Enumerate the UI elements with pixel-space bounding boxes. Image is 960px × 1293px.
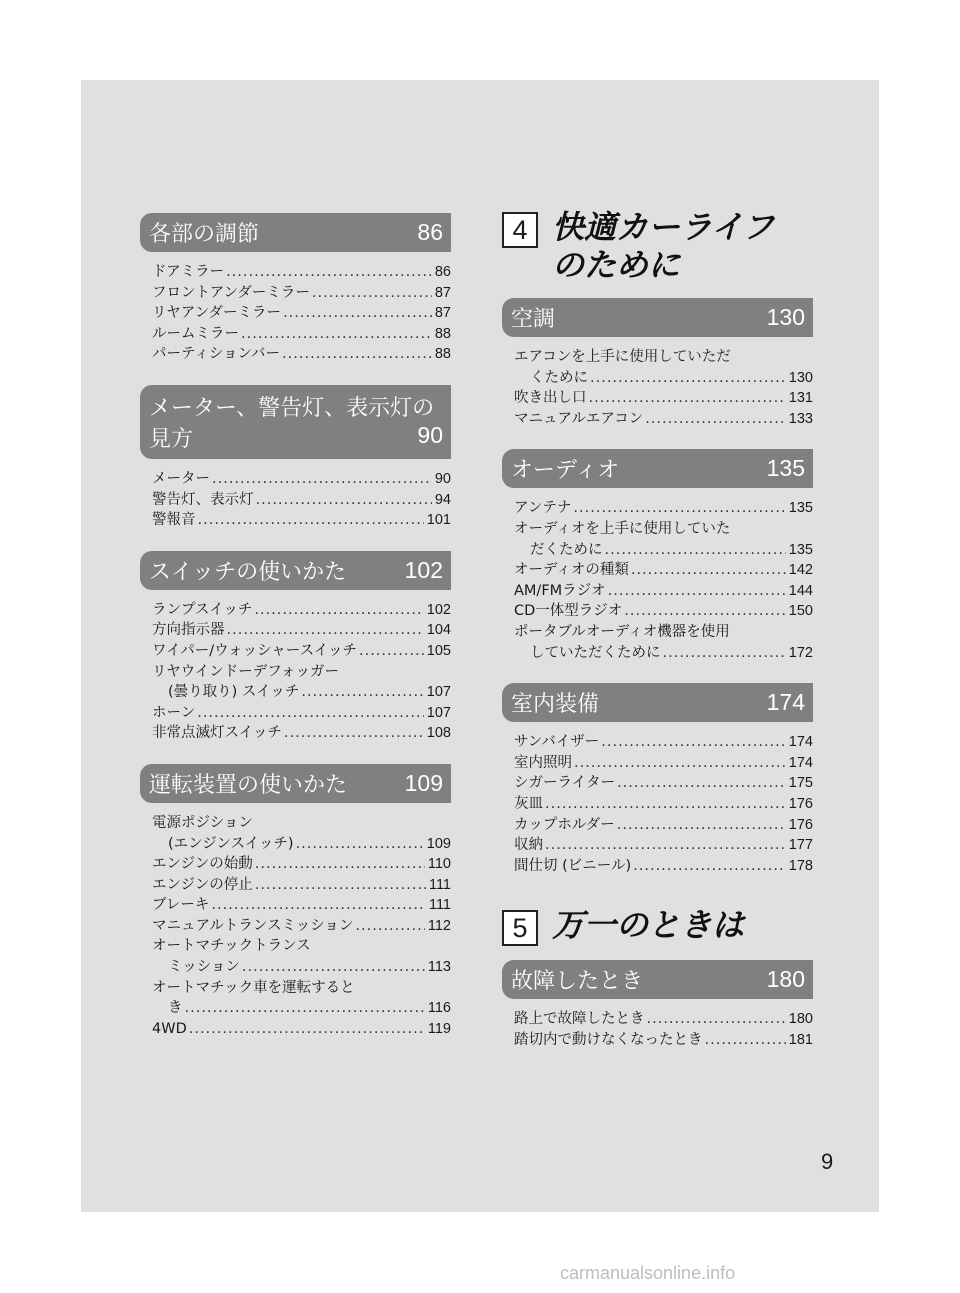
entry-page: 180 xyxy=(788,1011,813,1028)
toc-entry[interactable] xyxy=(152,682,451,703)
section-page: 135 xyxy=(766,455,805,482)
entry-page: 88 xyxy=(434,325,451,342)
toc-entry[interactable] xyxy=(514,753,813,774)
entry-label: エンジンの始動 xyxy=(152,856,253,873)
chapter-title: 万一のときは xyxy=(552,906,745,945)
toc-entry-heading[interactable] xyxy=(514,622,813,643)
entry-page: 144 xyxy=(788,582,813,599)
toc-entry[interactable] xyxy=(152,1019,451,1040)
toc-entry[interactable] xyxy=(152,895,451,916)
entry-page: 174 xyxy=(788,734,813,751)
entry-label: 収納 xyxy=(514,837,543,854)
entry-page: 94 xyxy=(434,491,451,508)
toc-entry[interactable] xyxy=(152,469,451,490)
entry-label: 電源ポジション xyxy=(152,814,253,831)
entry-label: シガーライター xyxy=(514,775,616,792)
section-entries xyxy=(502,1009,813,1050)
entry-page: 104 xyxy=(426,622,451,639)
section-title: 室内装備 xyxy=(511,692,600,718)
chapter-heading xyxy=(502,906,813,946)
entry-label: ブレーキ xyxy=(152,897,210,914)
section-title: オーディオ xyxy=(511,458,620,484)
entry-page: 172 xyxy=(788,644,813,661)
entry-label: メーター xyxy=(152,470,210,487)
section-page: 174 xyxy=(766,689,805,716)
entry-label: 警報音 xyxy=(152,512,196,529)
toc-entry[interactable] xyxy=(152,262,451,283)
left-column xyxy=(140,213,451,1059)
section-header xyxy=(502,960,813,999)
section-header xyxy=(502,449,813,488)
toc-entry[interactable] xyxy=(152,998,451,1019)
entry-label: アンテナ xyxy=(514,500,572,517)
entry-label: サンバイザー xyxy=(514,734,600,751)
section-title: 故障したとき xyxy=(511,969,644,995)
entry-page: 176 xyxy=(788,795,813,812)
toc-entry[interactable] xyxy=(514,815,813,836)
section-header xyxy=(140,764,451,803)
entry-label: 4WD xyxy=(152,1020,187,1037)
entry-label: エンジンの停止 xyxy=(152,876,253,893)
section-header xyxy=(502,683,813,722)
chapter-heading xyxy=(502,208,813,284)
section-entries xyxy=(502,732,813,876)
section-header xyxy=(140,551,451,590)
entry-page: 88 xyxy=(434,346,451,363)
entry-label: ルームミラー xyxy=(152,325,239,342)
entry-label: ホーン xyxy=(152,704,196,721)
entry-label: 室内照明 xyxy=(514,754,572,771)
entry-label: くために xyxy=(530,369,588,386)
entry-label: ワイパー/ウォッシャースイッチ xyxy=(152,642,357,659)
section-page: 130 xyxy=(766,304,805,330)
section-page: 86 xyxy=(417,219,443,245)
entry-label: (曇り取り) スイッチ xyxy=(168,684,300,701)
toc-entry-heading[interactable] xyxy=(152,936,451,957)
entry-label: 灰皿 xyxy=(514,795,543,812)
toc-entry[interactable] xyxy=(514,1030,813,1051)
toc-entry[interactable] xyxy=(152,957,451,978)
toc-entry[interactable] xyxy=(152,600,451,621)
section-page: 90 xyxy=(417,421,443,448)
toc-entry[interactable] xyxy=(152,703,451,724)
entry-page: 181 xyxy=(788,1031,813,1048)
section-title-line2: 見方 xyxy=(149,426,194,452)
toc-entry[interactable] xyxy=(152,324,451,345)
entry-label: き xyxy=(168,1000,183,1017)
entry-label: マニュアルトランスミッション xyxy=(152,917,354,934)
section-title-line1: メーター、警告灯、表示灯の xyxy=(149,395,435,421)
section-entries xyxy=(140,262,451,365)
section-entries xyxy=(140,813,451,1040)
toc-entry[interactable] xyxy=(152,490,451,511)
entry-page: 116 xyxy=(427,1000,451,1017)
toc-entry[interactable] xyxy=(152,723,451,744)
entry-label: リヤウインドーデフォッガー xyxy=(152,663,340,680)
entry-label: マニュアルエアコン xyxy=(514,410,644,427)
entry-label: 方向指示器 xyxy=(152,622,225,639)
entry-page: 178 xyxy=(788,857,813,874)
entry-label: ポータブルオーディオ機器を使用 xyxy=(514,623,730,640)
entry-page: 112 xyxy=(427,917,451,934)
entry-label: カップホルダー xyxy=(514,816,615,833)
toc-entry[interactable] xyxy=(514,368,813,389)
entry-label: 踏切内で動けなくなったとき xyxy=(514,1031,703,1048)
entry-page: 107 xyxy=(426,704,451,721)
entry-label: 路上で故障したとき xyxy=(514,1011,645,1028)
entry-page: 133 xyxy=(788,410,813,427)
toc-entry[interactable] xyxy=(514,1009,813,1030)
toc-entry[interactable] xyxy=(152,344,451,365)
toc-entry[interactable] xyxy=(514,581,813,602)
entry-label: リヤアンダーミラー xyxy=(152,305,282,322)
entry-page: 175 xyxy=(788,775,813,792)
entry-page: 86 xyxy=(434,264,451,280)
entry-page: 150 xyxy=(788,603,813,620)
section-title: 各部の調節 xyxy=(149,222,260,247)
entry-page: 107 xyxy=(426,684,451,701)
toc-entry[interactable] xyxy=(514,388,813,409)
section-title: 空調 xyxy=(511,307,556,332)
toc-entry[interactable] xyxy=(514,732,813,753)
entry-page: 131 xyxy=(788,390,813,407)
toc-entry-heading[interactable] xyxy=(514,347,813,368)
entry-page: 177 xyxy=(788,837,813,854)
entry-page: 105 xyxy=(426,642,451,659)
entry-page: 108 xyxy=(426,725,451,742)
entry-label: 非常点滅灯スイッチ xyxy=(152,725,282,742)
entry-page: 110 xyxy=(427,856,451,873)
chapter-number: 4 xyxy=(502,212,538,248)
entry-label: オートマチック車を運転すると xyxy=(152,979,355,996)
right-column xyxy=(502,208,813,1070)
toc-entry[interactable] xyxy=(152,834,451,855)
toc-entry[interactable] xyxy=(152,641,451,662)
entry-label: 吹き出し口 xyxy=(514,390,587,407)
entry-label: オーディオを上手に使用していた xyxy=(514,520,731,537)
toc-entry[interactable] xyxy=(152,510,451,531)
entry-page: 87 xyxy=(434,305,451,322)
section-header xyxy=(502,298,813,337)
entry-page: 111 xyxy=(428,897,451,914)
entry-label: フロントアンダーミラー xyxy=(152,284,310,301)
toc-entry[interactable] xyxy=(514,409,813,430)
entry-page: 102 xyxy=(426,601,451,618)
entry-page: 174 xyxy=(788,754,813,771)
toc-entry[interactable] xyxy=(152,283,451,304)
section-header xyxy=(140,213,451,252)
entry-page: 119 xyxy=(427,1020,451,1037)
toc-entry[interactable] xyxy=(514,498,813,519)
entry-label: オーディオの種類 xyxy=(514,562,629,579)
entry-label: していただくために xyxy=(530,644,661,661)
section-title: 運転装置の使いかた xyxy=(149,772,348,798)
section-entries xyxy=(140,469,451,531)
chapter-number: 5 xyxy=(502,910,538,946)
entry-label: CD一体型ラジオ xyxy=(514,603,623,620)
toc-entry[interactable] xyxy=(152,620,451,641)
page-number: 9 xyxy=(821,1149,834,1174)
section-page: 102 xyxy=(404,556,443,583)
entry-label: AM/FMラジオ xyxy=(514,582,606,599)
entry-label: 警告灯、表示灯 xyxy=(152,491,254,508)
toc-entry[interactable] xyxy=(514,560,813,581)
entry-page: 101 xyxy=(426,512,451,529)
toc-entry-heading[interactable] xyxy=(514,519,813,540)
entry-page: 109 xyxy=(426,835,451,852)
toc-entry[interactable] xyxy=(152,875,451,896)
toc-entry-heading[interactable] xyxy=(152,813,451,834)
toc-entry[interactable] xyxy=(514,835,813,856)
entry-page: 113 xyxy=(427,959,451,976)
chapter-title: 快適カーライフ のために xyxy=(552,208,775,284)
section-entries xyxy=(140,600,451,744)
entry-label: パーティションバー xyxy=(152,346,281,363)
entry-page: 135 xyxy=(788,541,813,558)
toc-entry[interactable] xyxy=(514,540,813,561)
toc-entry-heading[interactable] xyxy=(152,978,451,999)
section-title: スイッチの使いかた xyxy=(149,559,347,585)
toc-entry[interactable] xyxy=(514,856,813,877)
toc-entry[interactable] xyxy=(514,794,813,815)
entry-label: 間仕切 (ビニール) xyxy=(514,857,632,874)
entry-page: 135 xyxy=(788,500,813,517)
entry-page: 111 xyxy=(428,876,451,893)
toc-entry[interactable] xyxy=(514,601,813,622)
section-page: 180 xyxy=(766,966,805,993)
entry-label: オートマチックトランス xyxy=(152,938,311,955)
toc-entry[interactable] xyxy=(152,303,451,324)
entry-page: 176 xyxy=(788,816,813,833)
entry-label: ドアミラー xyxy=(152,264,225,280)
section-page: 109 xyxy=(404,769,443,796)
entry-label: エアコンを上手に使用していただ xyxy=(514,349,731,365)
entry-page: 130 xyxy=(788,369,813,386)
section-header xyxy=(140,385,451,459)
toc-entry[interactable] xyxy=(152,916,451,937)
entry-page: 90 xyxy=(434,470,451,487)
entry-page: 87 xyxy=(434,284,451,301)
entry-label: だくために xyxy=(530,541,603,558)
section-entries xyxy=(502,498,813,663)
entry-label: ミッション xyxy=(168,959,240,976)
entry-page: 142 xyxy=(788,562,813,579)
entry-label: (エンジンスイッチ) xyxy=(168,835,294,852)
toc-entry-heading[interactable] xyxy=(152,662,451,683)
entry-label: ランプスイッチ xyxy=(152,601,253,618)
manual-page xyxy=(81,80,879,1212)
toc-entry[interactable] xyxy=(152,854,451,875)
toc-entry[interactable] xyxy=(514,643,813,664)
section-entries xyxy=(502,347,813,429)
toc-entry[interactable] xyxy=(514,773,813,794)
watermark: carmanualsonline.info xyxy=(560,1263,736,1283)
